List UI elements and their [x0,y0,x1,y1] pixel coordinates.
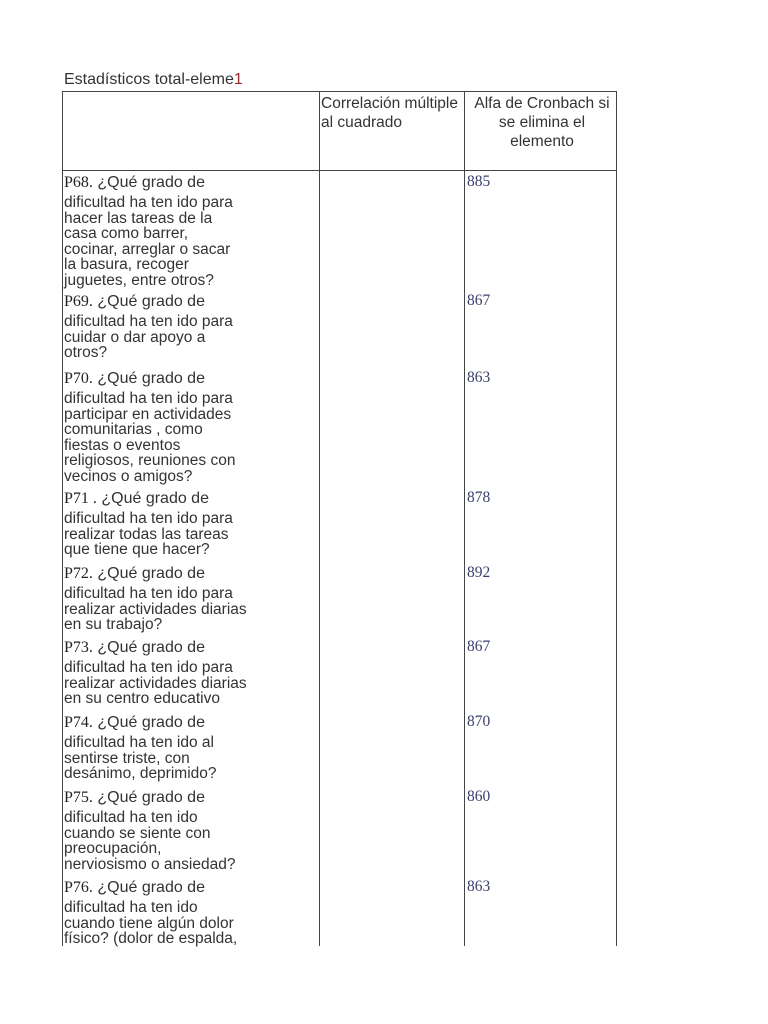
item-question-text [64,511,316,558]
item-question-line: dificultad ha ten ido [64,899,198,916]
alpha-if-deleted-value: 867 [467,292,491,309]
table-row [64,638,316,707]
item-question-line: cuando se siente con [64,824,211,842]
footnote-marker: 1 [233,71,243,88]
item-question-line: participar en actividades [64,405,232,423]
item-question-line: hacer las tareas de la [64,209,213,227]
alpha-if-deleted-value: 885 [467,173,491,190]
item-question-line: cuando tiene algún dolor [64,914,234,932]
item-question-line: nerviosismo o ansiedad? [64,855,236,873]
item-question-line: dificultad ha ten ido para [64,585,233,602]
item-question-line: dificultad ha ten ido [64,809,198,826]
table-title [64,70,243,90]
column-divider [319,92,320,946]
item-question-line: preocupación, [64,840,162,858]
table-row [64,788,316,872]
table-row [64,369,316,485]
item-question-line: cocinar, arreglar o sacar [64,240,231,258]
header-line: al cuadrado [321,114,403,131]
item-code: P70. [64,370,93,387]
item-question-line: dificultad ha ten ido al [64,734,214,751]
item-question-text [64,586,316,633]
item-question-lead: ¿Qué grado de [92,293,205,310]
item-question-line: dificultad ha ten ido para [64,313,233,330]
item-question-line: juguetes, entre otros? [64,271,214,289]
item-code: P74. [64,714,93,731]
item-question-text [64,391,316,485]
item-question-line: dificultad ha ten ido para [64,390,233,407]
item-question-text [64,810,316,872]
table-title-text: Estadísticos total-eleme [64,71,234,88]
item-question-lead: ¿Qué grado de [96,490,209,507]
item-question-line: en su trabajo? [64,616,163,634]
item-question-line: sentirse triste, con [64,749,190,767]
table-row [64,564,316,633]
item-question-lead: ¿Qué grado de [92,639,205,656]
item-question-line: comunitarias , como [64,421,203,439]
item-question-text [64,660,316,707]
item-question-text [64,735,316,782]
item-code: P69. [64,293,93,310]
item-question-line: realizar actividades diarias [64,600,247,618]
header-divider [63,170,616,171]
header-line: se elimina el [498,114,586,131]
item-code: P71 . [64,490,97,507]
alpha-if-deleted-value: 863 [467,369,491,386]
item-question-line: cuidar o dar apoyo a [64,328,206,346]
header-line: Alfa de Cronbach si [474,95,610,112]
item-question-line: otros? [64,344,108,362]
alpha-if-deleted-value: 867 [467,638,491,655]
table-row [64,489,316,558]
item-total-statistics-table [62,91,617,946]
column-header-squared-multiple-correlation [321,94,471,132]
alpha-if-deleted-value: 870 [467,713,491,730]
header-line: elemento [510,133,574,150]
item-question-first-line [64,788,316,807]
column-header-cronbach-alpha-if-deleted [467,94,617,151]
item-question-first-line [64,292,316,311]
item-question-first-line [64,369,316,388]
item-question-line: fiestas o eventos [64,436,181,454]
table-row [64,713,316,782]
table-row [64,292,316,361]
item-question-line: la basura, recoger [64,256,189,274]
item-question-line: vecinos o amigos? [64,467,193,485]
item-code: P76. [64,879,93,896]
item-question-lead: ¿Qué grado de [92,714,205,731]
item-question-first-line [64,638,316,657]
item-code: P68. [64,174,93,191]
header-line: Correlación múltiple [321,95,458,112]
item-question-lead: ¿Qué grado de [92,789,205,806]
table-row [64,173,316,289]
item-question-first-line [64,564,316,583]
item-code: P73. [64,639,93,656]
item-question-line: dificultad ha ten ido para [64,194,233,211]
item-question-first-line [64,878,316,897]
item-question-lead: ¿Qué grado de [92,879,205,896]
table-row [64,878,316,947]
alpha-if-deleted-value: 860 [467,788,491,805]
column-divider [464,92,465,946]
alpha-if-deleted-value: 863 [467,878,491,895]
item-question-lead: ¿Qué grado de [92,565,205,582]
alpha-if-deleted-value: 878 [467,489,491,506]
item-question-first-line [64,173,316,192]
item-question-line: en su centro educativo [64,690,220,708]
item-question-line: físico? (dolor de espalda, [64,930,238,948]
alpha-if-deleted-value: 892 [467,564,491,581]
item-question-first-line [64,713,316,732]
item-question-text [64,195,316,289]
item-question-line: casa como barrer, [64,225,189,243]
item-question-line: realizar todas las tareas [64,525,229,543]
item-code: P75. [64,789,93,806]
item-question-text [64,900,316,947]
item-question-line: religiosos, reuniones con [64,452,236,470]
item-question-line: realizar actividades diarias [64,674,247,692]
item-question-line: desánimo, deprimido? [64,765,217,783]
item-question-text [64,314,316,361]
item-code: P72. [64,565,93,582]
item-question-lead: ¿Qué grado de [92,370,205,387]
item-question-line: que tiene que hacer? [64,541,210,559]
item-question-line: dificultad ha ten ido para [64,510,233,527]
item-question-lead: ¿Qué grado de [92,174,205,191]
item-question-first-line [64,489,316,508]
item-question-line: dificultad ha ten ido para [64,659,233,676]
